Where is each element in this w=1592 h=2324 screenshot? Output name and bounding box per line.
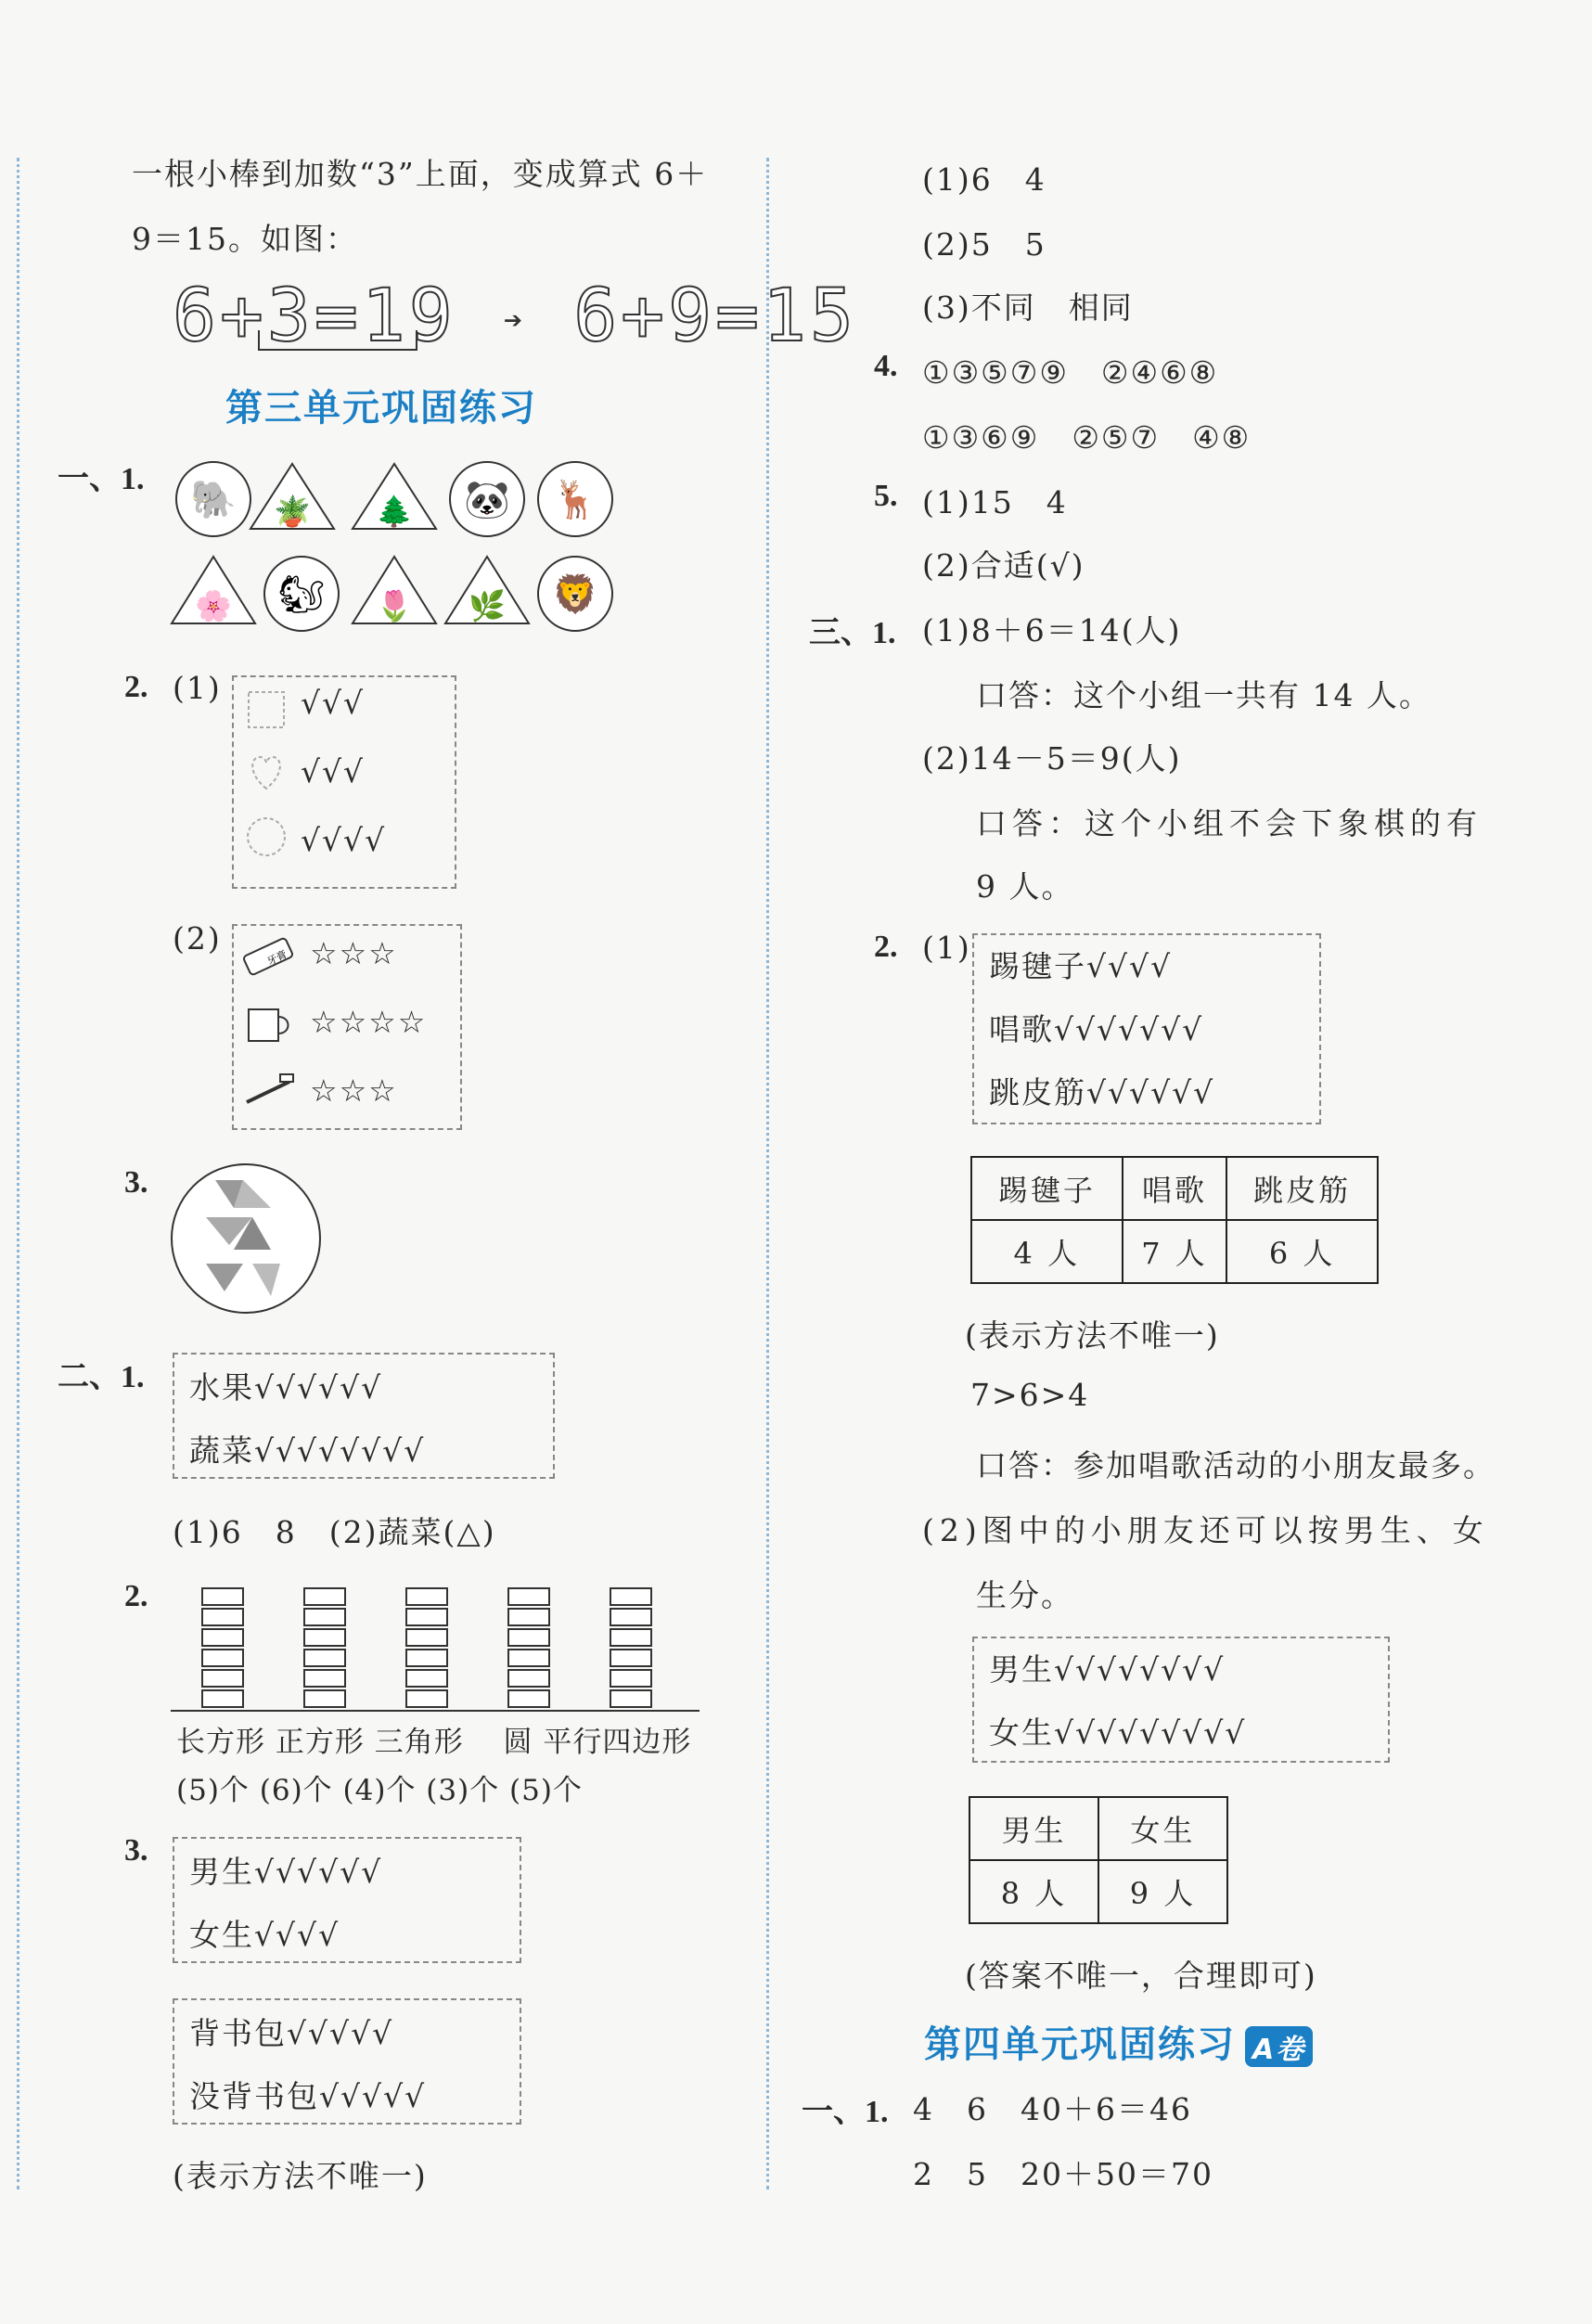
part3-q1-2-answer-line2: 9 人。 [976,868,1074,905]
table-header-cell: 男生 [969,1797,1098,1860]
arrow-right-icon: ➔ [503,302,527,340]
q5-line1: (1)15 4 [922,484,1068,520]
lion-icon: 🦁 [552,573,598,616]
chart-block [406,1670,447,1687]
tree-icon: 🌲 [376,494,413,529]
activity-tally-singing: 唱歌√√√√√√√ [989,1011,1204,1047]
chart-block [202,1629,243,1646]
chart-block [304,1670,345,1687]
q2-sub1-box [232,675,456,889]
chart-block [610,1629,651,1646]
chart-block [406,1690,447,1707]
part3-q2-2-line1: (2)图中的小朋友还可以按男生、女 [922,1512,1489,1548]
chart-block [202,1690,243,1707]
chart-block [304,1588,345,1605]
table-cell: 8 人 [969,1860,1098,1923]
section4-title-text: 第四单元巩固练习 [924,2023,1236,2066]
table-header-cell: 跳皮筋 [1226,1157,1378,1220]
table-cell: 4 人 [971,1220,1123,1283]
part3-q2-label: 2. [874,930,898,964]
deer-icon: 🦌 [552,479,598,521]
part3-q1-2-answer-line1: 口答：这个小组不会下象棋的有 [976,805,1483,841]
chart-block [508,1629,549,1646]
note-2: (答案不唯一，合理即可) [965,1958,1317,1994]
q2-label: 2. [124,670,148,704]
chart-block [304,1629,345,1646]
toothbrush-stars: ☆☆☆ [310,1072,398,1109]
part3-q1-1-answer: 口答：这个小组一共有 14 人。 [976,677,1432,713]
note-1: (表示方法不唯一) [965,1317,1220,1354]
chart-block [610,1588,651,1605]
q2-sub2-box [232,924,462,1130]
part3-q1-2: (2)14－5＝9(人) [922,740,1182,777]
comparison: 7>6>4 [970,1377,1090,1413]
answer-r1: (1)6 4 [922,161,1046,198]
part2-q3-label: 3. [124,1833,148,1868]
table-header-cell: 女生 [1098,1797,1227,1860]
girls-tally: 女生√√√√ [189,1917,340,1953]
chart-block [304,1650,345,1666]
chart-block [508,1690,549,1707]
table-header-cell: 唱歌 [1123,1157,1227,1220]
chart-block [304,1609,345,1625]
part2-q1-answer: (1)6 8 (2)蔬菜(△) [173,1514,496,1550]
a-paper-badge: A卷 [1245,2026,1313,2067]
section-title-unit3: 第三单元巩固练习 [225,387,537,430]
toothbrush-icon [247,1074,293,1102]
shape-labels: 长方形 正方形 三角形 圆 平行四边形 [176,1726,692,1759]
chart-block [406,1650,447,1666]
left-margin-dotted-line [17,158,19,2189]
chart-block [508,1670,549,1687]
q5-label: 5. [874,479,898,513]
heart-icon [252,757,280,789]
elephant-icon: 🐘 [190,479,237,521]
section-title-unit4 [924,2015,1313,2068]
part2-q1-label: 二、1. [58,1360,145,1394]
q4-label: 4. [874,349,898,383]
table-cell: 9 人 [1098,1860,1227,1923]
chart-block [610,1650,651,1666]
q2-sub2-label: (2) [173,920,222,957]
table-row [971,1220,1378,1283]
chart-block [508,1609,549,1625]
boys-girls-box [173,1837,521,1963]
tangram-circle-figure [169,1162,327,1319]
moved-stick-bracket [258,330,417,351]
part2-q2-label: 2. [124,1579,148,1613]
column-divider-dotted-line [766,158,769,2189]
square-icon [249,692,284,727]
part4-line1: 4 6 40＋6＝46 [913,2091,1192,2127]
girls-tally-right: 女生√√√√√√√√√ [989,1714,1247,1751]
chart-block [406,1609,447,1625]
chart-block [610,1670,651,1687]
chart-block [508,1650,549,1666]
chart-block [508,1588,549,1605]
equation-before: 6+3=19 [173,275,456,358]
chart-block [610,1690,651,1707]
gender-tally-box [972,1637,1390,1763]
panda-icon: 🐼 [464,479,510,521]
fruit-tally: 水果√√√√√√ [189,1369,383,1406]
circle-icon [248,818,285,855]
squirrel-icon: 🐿 [277,573,326,616]
heart-tally: √√√ [301,753,366,790]
boys-tally-right: 男生√√√√√√√√ [989,1651,1226,1688]
left-note: (表示方法不唯一) [173,2158,428,2194]
answer-r2: (2)5 5 [922,226,1046,263]
boys-tally: 男生√√√√√√ [189,1854,383,1890]
table-header-cell: 踢毽子 [971,1157,1123,1220]
q2-sub1-label: (1) [173,670,222,706]
activity-count-table [970,1156,1379,1284]
shape-legend [245,688,291,874]
q4-line1: ①③⑤⑦⑨ ②④⑥⑧ [922,354,1219,391]
chart-block [406,1588,447,1605]
cup-stars: ☆☆☆☆ [310,1004,428,1040]
toothpaste-icon [243,937,294,975]
table-row [969,1860,1227,1923]
table-cell: 6 人 [1226,1220,1378,1283]
part3-q1-1: (1)8＋6＝14(人) [922,612,1182,648]
chart-block [202,1650,243,1666]
chart-block [202,1609,243,1625]
q3-label: 3. [124,1165,148,1200]
schoolbag-tally: 背书包√√√√√ [189,2015,394,2051]
q5-line2: (2)合适(√) [922,547,1085,584]
table-row [969,1797,1227,1860]
fruit-veg-box [173,1353,555,1479]
equation-after: 6+9=15 [573,275,857,358]
activity-tally-jumprope: 跳皮筋√√√√√√ [989,1074,1215,1111]
part3-q1-label: 三、1. [809,616,896,650]
part4-q1-label: 一、1. [802,2095,889,2129]
svg-text:牙膏: 牙膏 [264,948,289,969]
item-legend [243,935,299,1121]
leaf-plant-icon: 🌿 [469,588,506,623]
part1-q1-label: 一、1. [58,462,145,496]
q4-line2: ①③⑥⑨ ②⑤⑦ ④⑧ [922,419,1252,456]
chart-block [610,1609,651,1625]
cup-icon [249,1009,289,1041]
chart-block [406,1629,447,1646]
shape-counts: (5)个 (6)个 (4)个 (3)个 (5)个 [176,1774,583,1807]
flower-icon: 🌸 [195,588,232,623]
table-row [971,1157,1378,1220]
activity-tally-jianzi: 踢毽子√√√√ [989,948,1173,984]
toothpaste-stars: ☆☆☆ [310,935,398,971]
chart-block [202,1588,243,1605]
answer-r3: (3)不同 相同 [922,289,1134,326]
table-cell: 7 人 [1123,1220,1227,1283]
schoolbag-box [173,1998,521,2125]
plant-icon: 🪴 [274,494,311,529]
chart-block [202,1670,243,1687]
square-tally: √√√ [301,685,366,721]
potted-flower-icon: 🌷 [376,588,413,623]
shape-count-block-chart [171,1573,709,1722]
chart-block [304,1690,345,1707]
part4-line2: 2 5 20＋50＝70 [913,2156,1213,2192]
intro-line-2: 9＝15。如图： [132,221,358,257]
no-schoolbag-tally: 没背书包√√√√√ [189,2078,427,2114]
activity-tally-box [972,933,1321,1124]
part3-q2-1-label: (1) [922,930,971,966]
answer-most-popular: 口答：参加唱歌活动的小朋友最多。 [976,1447,1496,1483]
gender-count-table [969,1796,1228,1924]
intro-line-1: 一根小棒到加数“3”上面，变成算式 6＋ [132,156,709,192]
shape-picture-grid [167,455,631,640]
part3-q2-2-line2: 生分。 [976,1577,1073,1613]
circle-tally: √√√√ [301,822,387,858]
veg-tally: 蔬菜√√√√√√√√ [189,1432,426,1469]
